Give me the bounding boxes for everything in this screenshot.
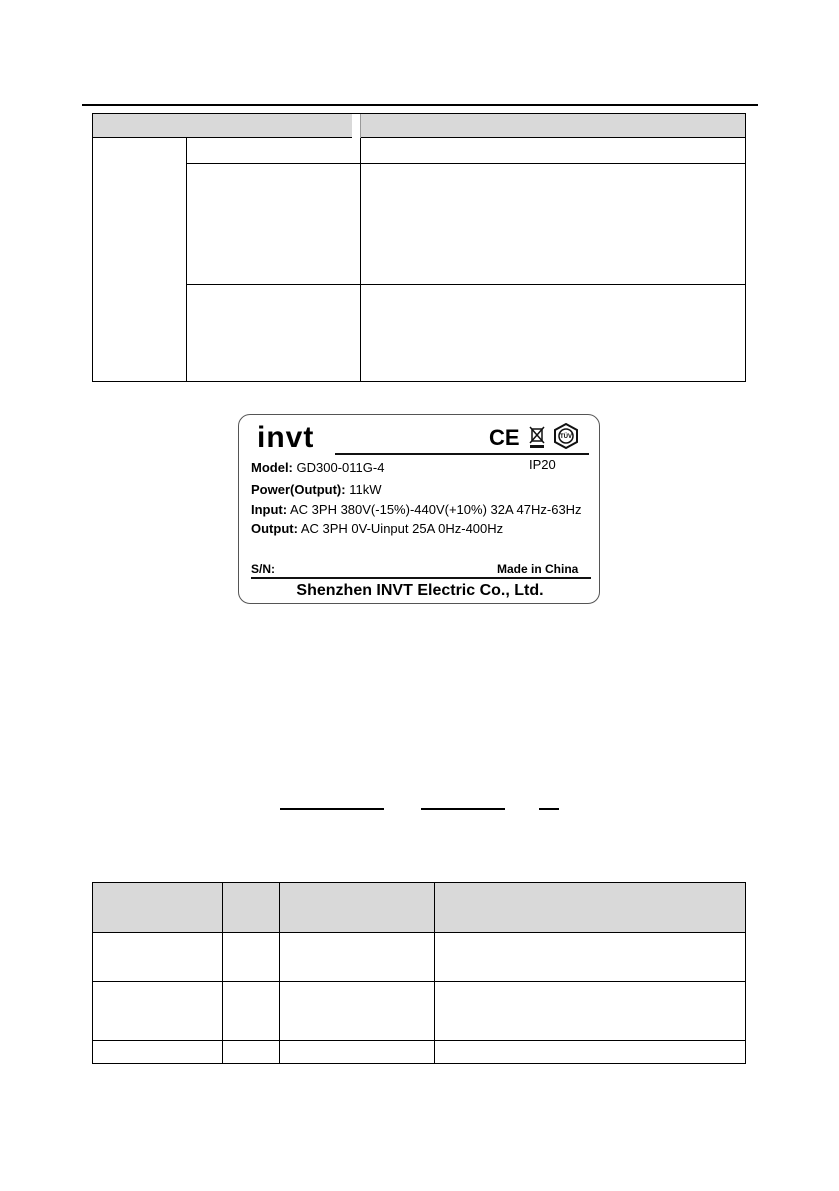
bottom-table-col-line-1 <box>222 883 223 1063</box>
input-label: Input: <box>251 502 288 517</box>
output-label: Output: <box>251 521 298 536</box>
svg-text:TÜV: TÜV <box>560 434 572 440</box>
company-name: Shenzhen INVT Electric Co., Ltd. <box>296 582 544 599</box>
top-table <box>92 113 746 382</box>
model-label: Model: <box>251 460 293 475</box>
logo-rule <box>335 453 589 455</box>
power-value: 11kW <box>349 482 382 497</box>
designation-underline-1 <box>280 808 384 810</box>
top-table-header-right <box>361 114 745 138</box>
power-row <box>251 482 381 497</box>
bottom-table-col-line-3 <box>434 883 435 1063</box>
ip-rating: IP20 <box>529 457 556 472</box>
top-table-row-line-2 <box>186 284 746 285</box>
output-row <box>251 521 503 536</box>
serial-number-label: S/N: <box>251 562 275 576</box>
input-value: AC 3PH 380V(-15%)-440V(+10%) 32A 47Hz-63Hz <box>290 502 582 517</box>
bottom-table-row-line-1 <box>93 932 745 933</box>
ce-mark: CE <box>489 425 520 450</box>
top-table-header-left <box>93 114 352 138</box>
bottom-table-row-line-3 <box>93 1040 745 1041</box>
top-table-col-line-1 <box>186 138 187 382</box>
nameplate-bottom-rule <box>251 577 591 579</box>
invt-logo: invt <box>257 421 315 454</box>
output-value: AC 3PH 0V-Uinput 25A 0Hz-400Hz <box>300 521 504 536</box>
model-value: GD300-011G-4 <box>296 460 385 475</box>
bottom-table-row-line-2 <box>93 981 745 982</box>
model-row <box>251 460 384 475</box>
header-rule <box>82 104 758 106</box>
bottom-table-col-line-2 <box>279 883 280 1063</box>
made-in-china: Made in China <box>497 562 579 576</box>
bottom-table-header <box>93 883 745 932</box>
designation-underline-3 <box>539 808 559 810</box>
input-row <box>251 502 582 517</box>
top-table-col-line-2 <box>360 138 361 382</box>
tuv-mark-icon <box>553 423 579 449</box>
nameplate <box>238 414 600 604</box>
weee-bin-icon <box>529 425 545 449</box>
designation-underline-2 <box>421 808 505 810</box>
power-label: Power(Output): <box>251 482 346 497</box>
top-table-row-line-1 <box>186 163 746 164</box>
bottom-table <box>92 882 746 1064</box>
